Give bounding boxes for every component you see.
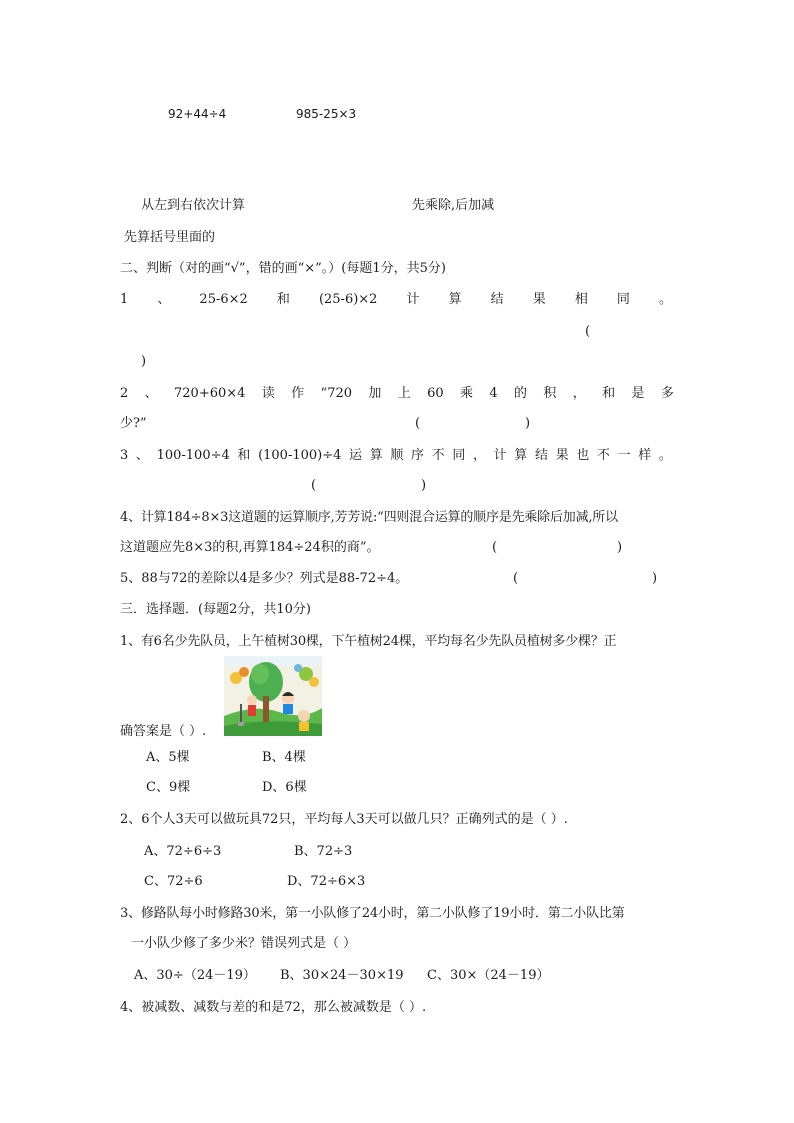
judge-q2-token: 作 — [291, 386, 305, 401]
judge-q3-token: 同 — [452, 448, 466, 463]
choice-q1-option-d[interactable]: D、6棵 — [262, 780, 307, 795]
judge-q1-token: 和 — [276, 292, 290, 307]
judge-q3-token: 顺 — [390, 448, 404, 463]
judge-q3 — [120, 446, 672, 466]
judge-q2-token: 读 — [261, 386, 275, 401]
judge-q2-token: 多 — [660, 386, 674, 401]
choice-q3-option-a[interactable]: A、30÷（24－19） — [134, 968, 256, 983]
judge-q1-token: (25-6)×2 — [318, 292, 378, 307]
choice-q2-option-a[interactable]: A、72÷6÷3 — [144, 844, 222, 859]
judge-q3-paren-close: ) — [421, 478, 427, 493]
judge-q2-token: 上 — [397, 386, 411, 401]
judge-q2-token: 2 — [120, 386, 129, 401]
judge-q2-token: ， — [572, 386, 586, 401]
judge-q1-paren-close: ) — [141, 354, 147, 369]
judge-q3-token: 。 — [658, 448, 672, 463]
judge-q3-token: 计 — [493, 448, 507, 463]
judge-q3-token: 算 — [514, 448, 528, 463]
judge-q2-token: 加 — [368, 386, 382, 401]
calc-expr-1: 92+44÷4 — [168, 107, 227, 121]
judge-heading: 二、判断（对的画“√”，错的画“×”。）(每题1分，共5分) — [120, 261, 446, 276]
judge-q2-paren-open: ( — [415, 416, 421, 431]
judge-q1-token: 果 — [532, 292, 546, 307]
judge-q4-line-1: 4、计算184÷8×3这道题的运算顺序,芳芳说:“四则混合运算的顺序是先乘除后加减,所以 — [120, 510, 618, 525]
choice-q4-text: 4、被减数、减数与差的和是72，那么被减数是（ ）. — [120, 1000, 427, 1015]
judge-q3-token: (100-100)÷4 — [258, 448, 342, 463]
judge-q1-paren-open: ( — [585, 324, 591, 339]
judge-q3-paren-open: ( — [311, 478, 317, 493]
judge-q2-token: 的 — [514, 386, 528, 401]
judge-q5-paren-close: ) — [652, 571, 658, 586]
judge-q3-token: 一 — [617, 448, 631, 463]
judge-q3-token: ， — [472, 448, 486, 463]
judge-q1-token: 、 — [157, 292, 171, 307]
judge-q3-token: 3 — [120, 448, 129, 463]
judge-q1-token: 相 — [574, 292, 588, 307]
judge-q3-token: 、 — [135, 448, 149, 463]
judge-q3-token: 100-100÷4 — [156, 448, 230, 463]
choice-heading: 三．选择题．(每题2分，共10分) — [120, 602, 311, 617]
judge-q1-token: 。 — [658, 292, 672, 307]
choice-q1-line-1: 1、有6名少先队员，上午植树30棵，下午植树24棵，平均每名少先队员植树多少棵？正 — [120, 634, 617, 649]
judge-q3-token: 运 — [349, 448, 363, 463]
judge-q3-token: 序 — [411, 448, 425, 463]
judge-q3-token: 样 — [638, 448, 652, 463]
choice-q3-option-b[interactable]: B、30×24－30×19 — [280, 968, 404, 983]
choice-q1-option-c[interactable]: C、9棵 — [146, 780, 191, 795]
calc-note-3: 先算括号里面的 — [124, 230, 216, 245]
judge-q1-token: 同 — [616, 292, 630, 307]
judge-q1-token: 结 — [490, 292, 504, 307]
choice-q2-option-d[interactable]: D、72÷6×3 — [287, 874, 366, 889]
judge-q2-token: 、 — [144, 386, 158, 401]
judge-q3-token: 不 — [596, 448, 610, 463]
judge-q2-token: 720+60×4 — [174, 386, 246, 401]
tree-planting-illustration — [224, 656, 322, 736]
calc-note-2: 先乘除,后加减 — [412, 198, 495, 213]
judge-q2-token: 积 — [543, 386, 557, 401]
judge-q2-paren-close: ) — [525, 416, 531, 431]
judge-q1-token: 1 — [120, 292, 129, 307]
judge-q3-token: 不 — [431, 448, 445, 463]
choice-q3-line-1: 3、修路队每小时修路30米，第一小队修了24小时，第二小队修了19小时．第二小队比第 — [120, 906, 625, 921]
judge-q3-token: 和 — [237, 448, 251, 463]
calc-note-1: 从左到右依次计算 — [141, 198, 246, 213]
choice-q1-line-2: 确答案是（ ）. — [120, 724, 207, 739]
judge-q3-token: 结 — [534, 448, 548, 463]
choice-q2-option-c[interactable]: C、72÷6 — [144, 874, 203, 889]
judge-q3-token: 也 — [576, 448, 590, 463]
judge-q2-token: 4 — [489, 386, 498, 401]
judge-q1-token: 25-6×2 — [199, 292, 248, 307]
judge-q5-text: 5、88与72的差除以4是多少？列式是88-72÷4。 — [120, 571, 409, 586]
judge-q2-token: 是 — [631, 386, 645, 401]
choice-q2-option-b[interactable]: B、72÷3 — [294, 844, 353, 859]
judge-q3-token: 果 — [555, 448, 569, 463]
judge-q3-token: 算 — [369, 448, 383, 463]
judge-q4-line-2: 这道题应先8×3的积,再算184÷24积的商”。 — [120, 540, 380, 555]
choice-q3-line-2: 一小队少修了多少米？错误列式是（ ） — [131, 936, 357, 951]
judge-q2-token: 和 — [602, 386, 616, 401]
judge-q5-paren-open: ( — [513, 571, 519, 586]
choice-q1-option-b[interactable]: B、4棵 — [262, 750, 306, 765]
judge-q4-paren-open: ( — [492, 540, 498, 555]
judge-q1-token: 算 — [448, 292, 462, 307]
judge-q1 — [120, 290, 672, 310]
judge-q2 — [120, 384, 674, 404]
choice-q2-text: 2、6个人3天可以做玩具72只，平均每人3天可以做几只？正确列式的是（ ）. — [120, 812, 568, 827]
choice-q3-option-c[interactable]: C、30×（24－19） — [427, 968, 550, 983]
judge-q2-token: 乘 — [460, 386, 474, 401]
judge-q4-paren-close: ) — [617, 540, 623, 555]
choice-q1-option-a[interactable]: A、5棵 — [146, 750, 190, 765]
judge-q2-token: “720 — [320, 386, 353, 401]
calc-expr-2: 985-25×3 — [296, 107, 357, 121]
judge-q2-cont: 少?” — [120, 416, 147, 431]
judge-q1-token: 计 — [406, 292, 420, 307]
judge-q2-token: 60 — [427, 386, 444, 401]
